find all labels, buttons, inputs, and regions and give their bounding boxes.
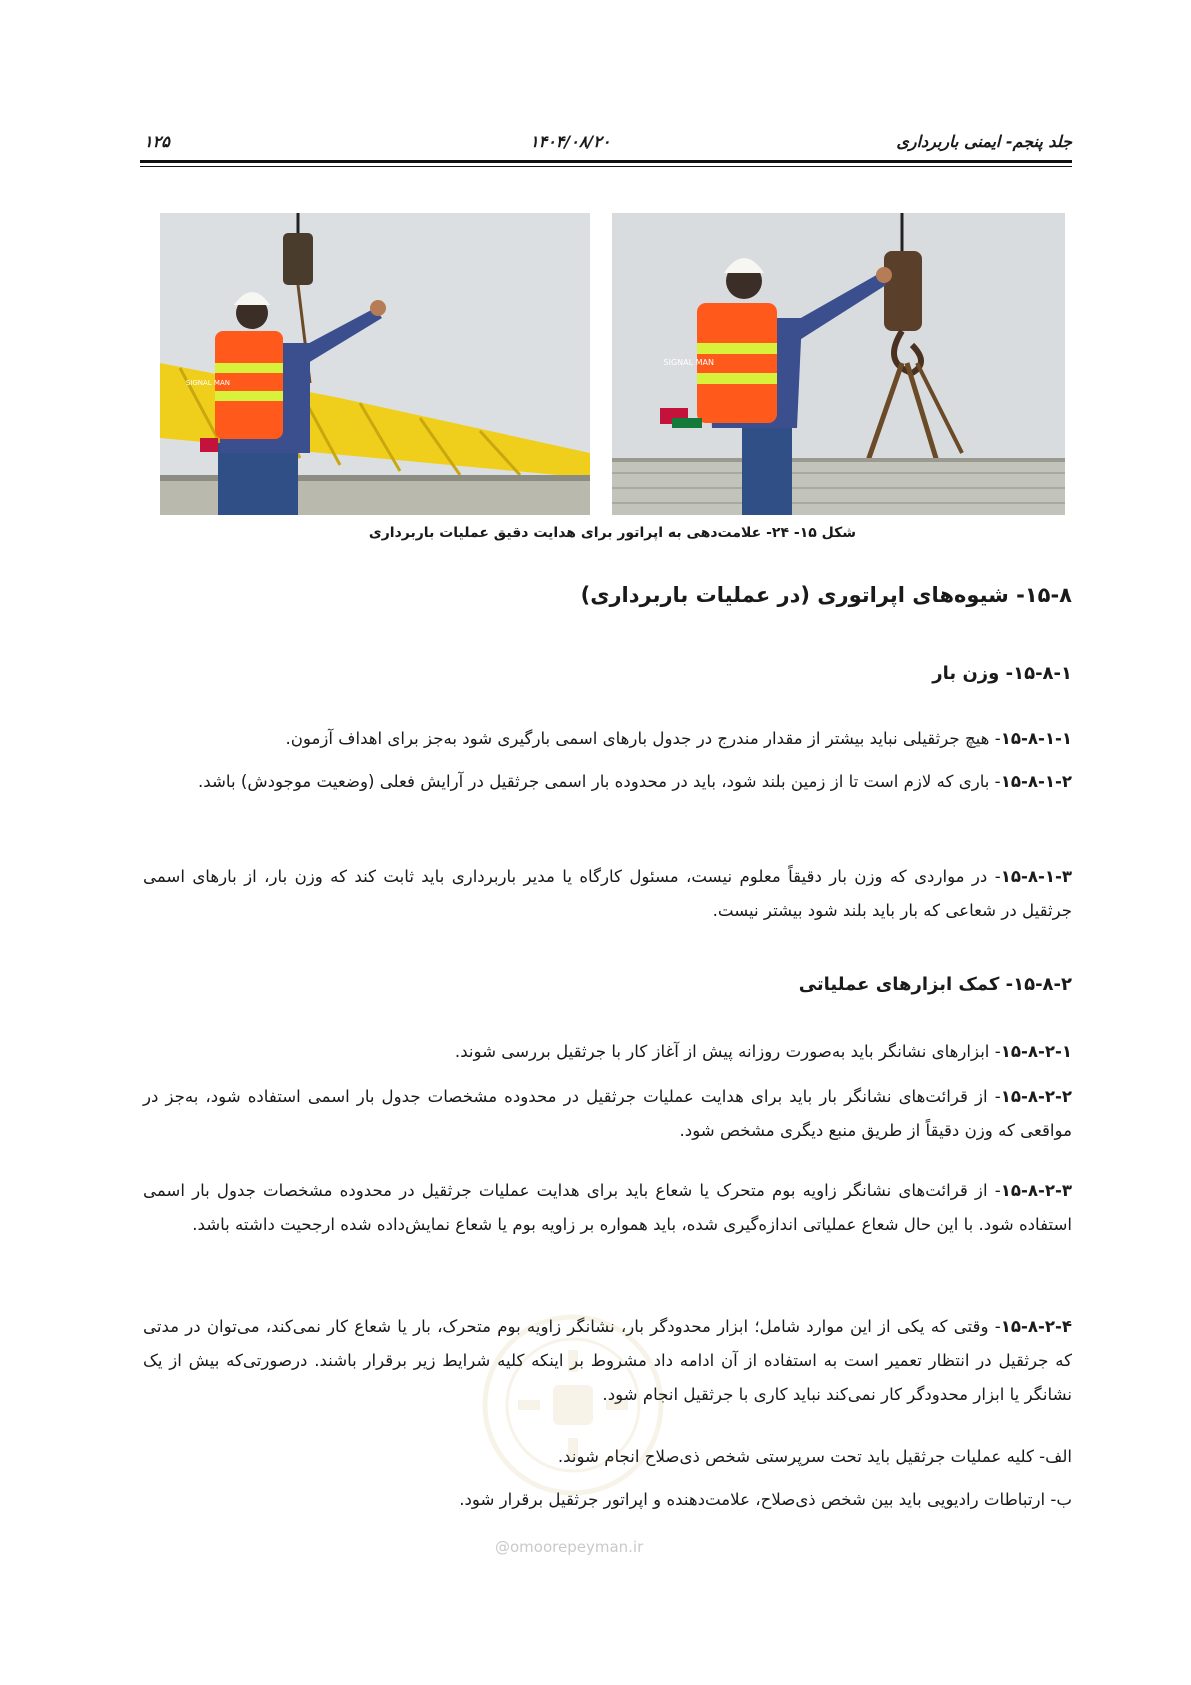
clause-text: - در مواردی که وزن بار دقیقاً معلوم نیست، مسئول کارگاه یا مدیر باربرداری باید ثابت کند که وزن بار، از بارهای اسمی جرثقیل در شعاعی که بار باید بلند شود بیشتر نیست. [143, 867, 1072, 920]
clause-number: ۱۵-۸-۱-۱ [1000, 729, 1072, 748]
clause-number: ۱۵-۸-۱-۲ [1000, 772, 1072, 791]
paragraph [143, 1174, 1072, 1242]
clause-number: ۱۵-۸-۱-۳ [1000, 867, 1072, 886]
paragraph [143, 1080, 1072, 1148]
subsection-heading-operational-aids: ۱۵-۸-۲- کمک ابزارهای عملیاتی [798, 974, 1072, 995]
list-item: الف- کلیه عملیات جرثقیل باید تحت سرپرستی شخص ذی‌صلاح انجام شوند. [557, 1447, 1072, 1466]
header-rule-thin [140, 166, 1072, 167]
clause-text: - از قرائت‌های نشانگر زاویه بوم متحرک یا شعاع باید برای هدایت عملیات جرثقیل در محدوده مشخصات جدول بار اسمی استفاده شود. با این حال شعاع عملیاتی اندازه‌گیری شده، باید همواره بر زاویه بوم یا شعاع نمایش‌داده شده ارجحیت داشته باشد. [143, 1181, 1072, 1234]
clause-text: - وقتی که یکی از این موارد شامل؛ ابزار محدودگر بار، نشانگر زاویه بوم متحرک، بار یا شعاع کار نمی‌کند، می‌توان در مدتی که جرثقیل در انتظار تعمیر است به استفاده از آن ادامه داد مشروط بر اینکه کلیه شرایط زیر برقرار باشند. درصورتی‌که بیش از یک نشانگر یا ابزار محدودگر کار نمی‌کند نباید کاری با جرثقیل انجام شود. [143, 1317, 1072, 1404]
paragraph [143, 1035, 1072, 1069]
clause-text: - هیچ جرثقیلی نباید بیشتر از مقدار مندرج در جدول بارهای اسمی بارگیری شود به‌جز برای اهداف آزمون. [285, 729, 1001, 748]
header-rule-thick [140, 160, 1072, 163]
document-title: جلد پنجم- ایمنی باربرداری [896, 132, 1072, 151]
paragraph [143, 860, 1072, 928]
header-date: ۱۴۰۴/۰۸/۲۰ [530, 132, 611, 151]
clause-text: - باری که لازم است تا از زمین بلند شود، باید در محدوده بار اسمی جرثقیل در آرایش فعلی (وضعیت موجودش) باشد. [198, 772, 1001, 791]
paragraph [143, 765, 1072, 799]
figure-caption: شکل ۱۵- ۲۴- علامت‌دهی به اپراتور برای هدایت دقیق عملیات باربرداری [368, 525, 857, 541]
page-header [140, 128, 1072, 164]
clause-text: - از قرائت‌های نشانگر بار باید برای هدایت عملیات جرثقیل در محدوده مشخصات جدول بار اسمی استفاده شود، به‌جز در مواقعی که وزن دقیقاً از طریق منبع دیگری مشخص شود. [143, 1087, 1072, 1140]
clause-text: - ابزارهای نشانگر باید به‌صورت روزانه پیش از آغاز کار با جرثقیل بررسی شوند. [454, 1042, 1001, 1061]
figure-photo-left [160, 213, 590, 515]
list-item: ب- ارتباطات رادیویی باید بین شخص ذی‌صلاح، علامت‌دهنده و اپراتور جرثقیل برقرار شود. [459, 1490, 1072, 1509]
page-number: ۱۲۵ [144, 132, 170, 151]
watermark-seal-icon [478, 1310, 668, 1500]
vest-label-right: SIGNAL MAN [663, 358, 714, 367]
clause-number: ۱۵-۸-۲-۳ [1000, 1181, 1072, 1200]
watermark-text: @omoorepeyman.ir [495, 1538, 644, 1556]
clause-number: ۱۵-۸-۲-۱ [1000, 1042, 1072, 1061]
clause-number: ۱۵-۸-۲-۴ [1000, 1317, 1072, 1336]
vest-label: SIGNAL MAN [185, 379, 230, 387]
paragraph [143, 722, 1072, 756]
clause-number: ۱۵-۸-۲-۲ [1000, 1087, 1072, 1106]
subsection-heading-load-weight: ۱۵-۸-۱- وزن بار [932, 663, 1072, 684]
figure-photo-right [612, 213, 1065, 515]
section-heading: ۱۵-۸- شیوه‌های اپراتوری (در عملیات باربرداری) [580, 583, 1072, 607]
